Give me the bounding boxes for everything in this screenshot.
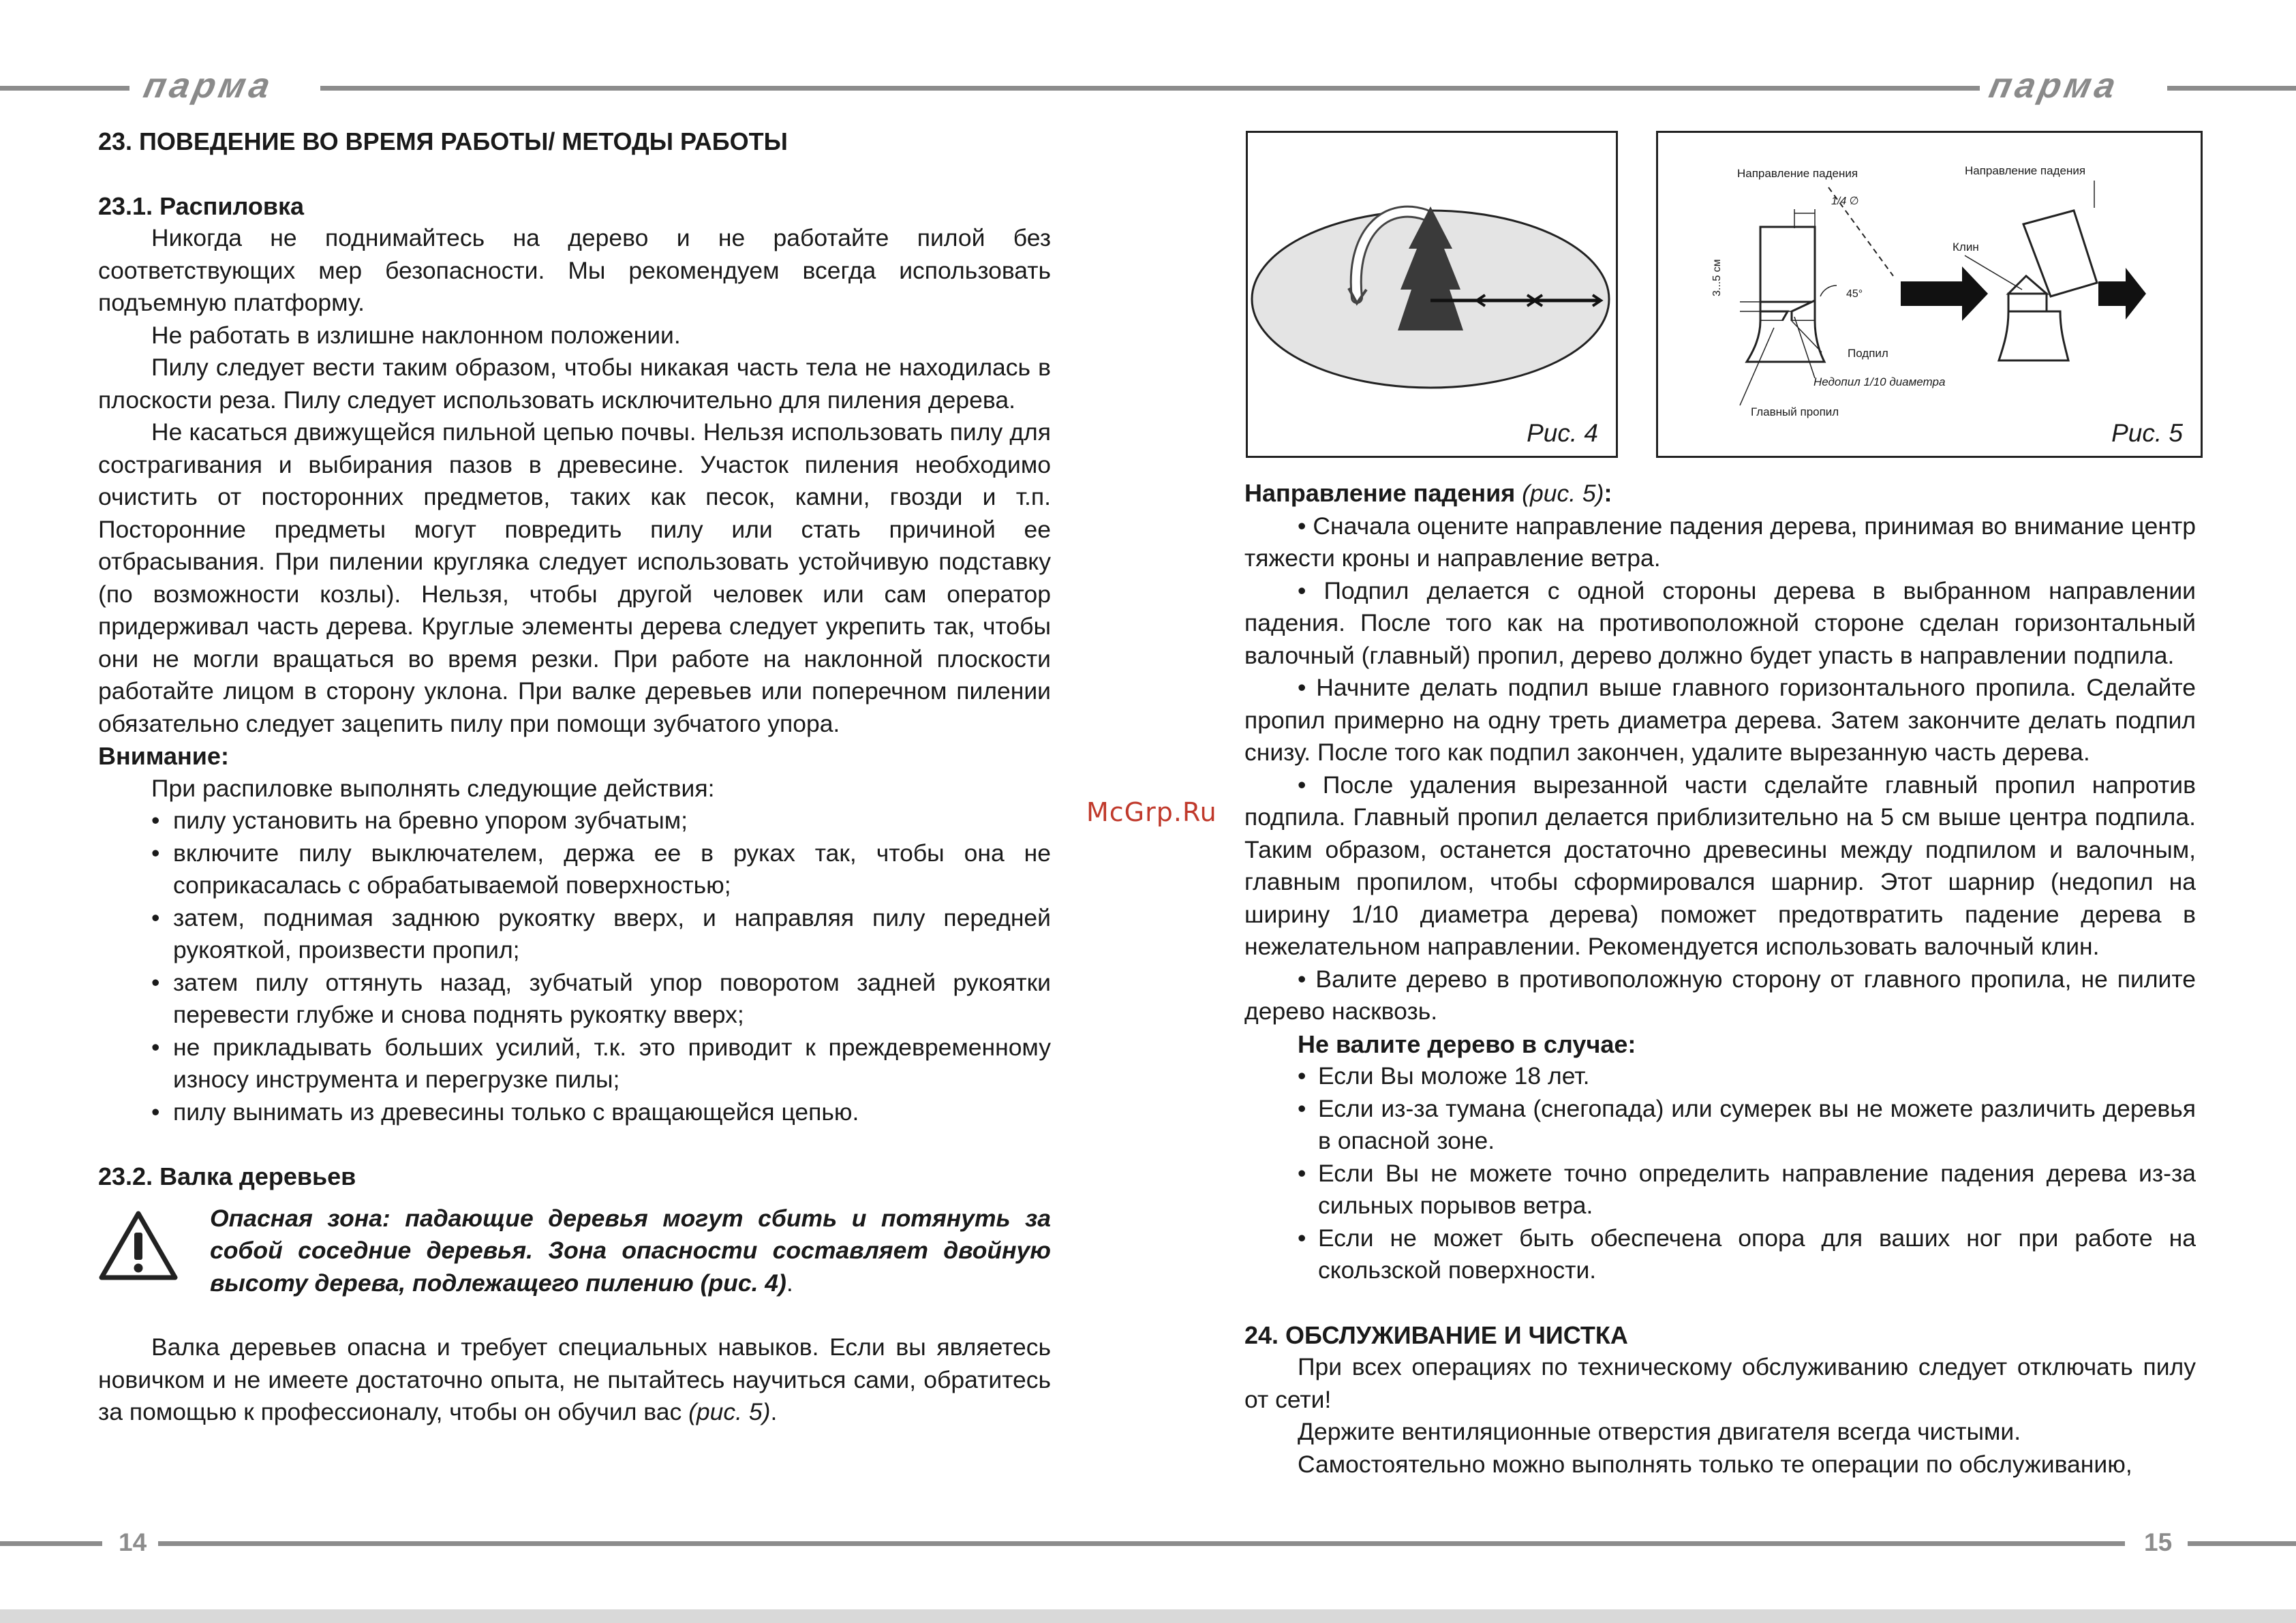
bullet-paragraph: • Сначала оцените направление падения дерева, принимая во внимание центр тяжести кроны и направление ветра. <box>1244 512 2196 572</box>
subsection-23-1-title: 23.1. Распиловка <box>98 191 305 220</box>
paragraph: При всех операциях по техническому обслуживанию следует отключать пилу от сети! <box>1244 1353 2196 1413</box>
section-24-title: 24. ОБСЛУЖИВАНИЕ И ЧИСТКА <box>1244 1320 1628 1349</box>
page-number-right: 15 <box>2144 1528 2173 1556</box>
bullet-paragraph: • Начните делать подпил выше главного горизонтального пропила. Сделайте пропил примерно на одну треть диаметра дерева. Затем закончите делать подпил снизу. После того как подпил закончен, удалите вырезанную часть дерева. <box>1244 674 2196 766</box>
subsection-23-2-title: 23.2. Валка деревьев <box>98 1162 356 1190</box>
list-item: • Если из-за тумана (снегопада) или сумерек вы не можете различить деревья в опасной зоне. <box>1298 1094 2196 1154</box>
paragraph: Держите вентиляционные отверстия двигателя всегда чистыми. <box>1298 1418 2021 1445</box>
label-angle: 45° <box>1846 288 1863 300</box>
brand-logo-left: парма <box>140 66 278 106</box>
footer-line-left <box>0 1541 102 1546</box>
watermark: McGrp.Ru <box>1086 797 1217 827</box>
bullet-paragraph: • После удаления вырезанной части сделайте главный пропил напротив подпила. Главный пропил делается приблизительно на 5 см выше центра подпила. Таким образом, останется достаточно древесины между подпилом и валочным, главным пропилом, чтобы сформировался шарнир. Этот шарнир (недопил на ширину 1/10 диаметра дерева) поможет предотвратить падение дерева в нежелательном направлении. Рекомендуется использовать валочный клин. <box>1244 771 2196 960</box>
paragraph: Самостоятельно можно выполнять только те операции по обслуживанию, <box>1298 1450 2132 1478</box>
figure-4 <box>1246 131 1618 458</box>
footer-line-right <box>2188 1541 2296 1546</box>
label-fall-direction: Направление падения <box>1965 164 2086 177</box>
figure-5-caption: Рис. 5 <box>2111 419 2183 447</box>
danger-zone-warning <box>98 1203 1051 1300</box>
warning-text: Опасная зона: падающие деревья могут сбить и потянуть за собой соседние деревья. Зона опасности составляет двойную высоту дерева, подлежащего пилению (рис. 4). <box>210 1204 1051 1297</box>
list-item: • не прикладывать больших усилий, т.к. это приводит к преждевременному износу инструмента и перегрузке пилы; <box>98 1032 1051 1096</box>
label-height: 3...5 см <box>1711 259 1723 296</box>
paragraph: Не касаться движущейся пильной цепью почвы. Нельзя использовать пилу для сострагивания и выбирания пазов в древесине. Участок пиления необходимо очистить от посторонних предметов, таких как песок, камни, гвозди и т.п. Посторонние предметы могут повредить пилу или стать причиной ее отбрасывания. При пилении кругляка следует использовать устойчивую подставку (по возможности козлы). Нельзя, чтобы другой человек или сам оператор придерживал часть дерева. Круглые элементы дерева следует укрепить так, чтобы они не могли вращаться во время резки. При работе на наклонной плоскости работайте лицом в сторону уклона. При валке деревьев или поперечном пилении обязательно следует зацепить пилу при помощи зубчатого упора. <box>98 418 1051 737</box>
footer-line-center <box>158 1541 2125 1546</box>
header-line-center <box>320 86 1980 91</box>
danger-zone-diagram <box>1248 133 1616 456</box>
bottom-band <box>0 1609 2296 1623</box>
list-item: • Если не может быть обеспечена опора для ваших ног при работе на скользской поверхности. <box>1298 1224 2196 1284</box>
section-23-title: 23. ПОВЕДЕНИЕ ВО ВРЕМЯ РАБОТЫ/ МЕТОДЫ РАБОТЫ <box>98 127 788 155</box>
felling-cut-diagram <box>1658 133 2201 456</box>
page-number-left: 14 <box>119 1528 147 1556</box>
list-item: • Если Вы моложе 18 лет. <box>1298 1062 1590 1089</box>
attention-intro: При распиловке выполнять следующие действия: <box>151 774 715 802</box>
paragraph: Пилу следует вести таким образом, чтобы никакая часть тела не находилась в плоскости реза. Пилу следует использовать исключительно для пиления дерева. <box>98 354 1051 414</box>
right-column <box>1244 477 2196 1481</box>
fall-direction-heading: Направление падения (рис. 5): <box>1244 479 1612 507</box>
paragraph: Валка деревьев опасна и требует специальных навыков. Если вы являетесь новичком и не имеете достаточно опыта, не пытайтесь научиться сами, обратитесь за помощью к профессионалу, чтобы он обучил вас (рис. 5). <box>98 1333 1051 1425</box>
list-item: • пилу установить на бревно упором зубчатым; <box>98 805 1051 837</box>
label-quarter-diameter: 1/4 ∅ <box>1831 196 1859 207</box>
header-line-right <box>2167 86 2296 91</box>
label-main-cut: Главный пропил <box>1751 405 1839 418</box>
label-fall-direction: Направление падения <box>1737 167 1858 180</box>
paragraph: Не работать в излишне наклонном положении. <box>151 321 681 349</box>
bullet-paragraph: • Подпил делается с одной стороны дерева в выбранном направлении падения. После того как на противоположной стороне сделан горизонтальный валочный (главный) пропил, дерево должно будет упасть в направлении подпила. <box>1244 576 2196 669</box>
no-felling-heading: Не валите дерево в случае: <box>1298 1030 1636 1058</box>
list-item: • затем пилу оттянуть назад, зубчатый упор поворотом задней рукоятки перевести глубже и снова поднять рукоятку вверх; <box>98 967 1051 1032</box>
attention-label: Внимание: <box>98 742 229 770</box>
list-item: • включите пилу выключателем, держа ее в руках так, чтобы она не соприкасалась с обрабатываемой поверхностью; <box>98 837 1051 902</box>
warning-triangle-icon <box>98 1209 179 1283</box>
figure-4-caption: Рис. 4 <box>1527 419 1598 447</box>
figure-5 <box>1656 131 2203 458</box>
label-hinge: Недопил 1/10 диаметра <box>1813 375 1946 388</box>
sawing-steps-list <box>98 805 1051 1128</box>
no-felling-list <box>1244 1060 2196 1287</box>
list-item: • Если Вы не можете точно определить направление падения дерева из-за сильных порывов ветра. <box>1298 1159 2196 1219</box>
paragraph: Никогда не поднимайтесь на дерево и не работайте пилой без соответствующих мер безопасности. Мы рекомендуем всегда использовать подъемную платформу. <box>98 224 1051 316</box>
brand-logo-right: парма <box>1985 66 2124 106</box>
label-undercut: Подпил <box>1848 347 1888 360</box>
list-item: • затем, поднимая заднюю рукоятку вверх, и направляя пилу передней рукояткой, произвести пропил; <box>98 902 1051 967</box>
label-wedge: Клин <box>1953 241 1979 253</box>
list-item: • пилу вынимать из древесины только с вращающейся цепью. <box>98 1096 1051 1129</box>
bullet-paragraph: • Валите дерево в противоположную сторону от главного пропила, не пилите дерево насквозь. <box>1244 965 2196 1025</box>
header-line-left <box>0 86 129 91</box>
left-column <box>98 125 1051 1429</box>
